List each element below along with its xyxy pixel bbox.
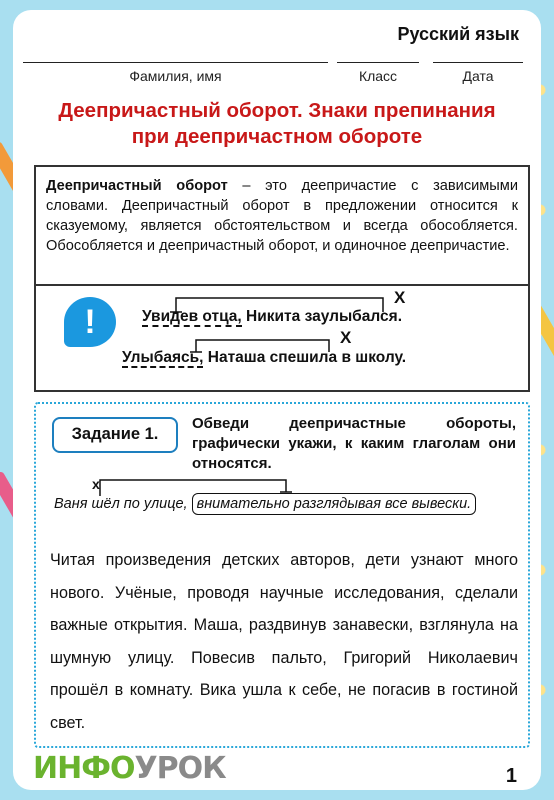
sample-sentence (54, 496, 476, 512)
title-line-2: при деепричастном обороте (131, 125, 423, 148)
logo-part-1: ИНФО (33, 751, 135, 786)
name-label: Фамилия, имя (129, 68, 222, 84)
example-1-phrase: Увидев отца, (142, 308, 242, 325)
logo-part-2: УРОК (134, 751, 226, 786)
examples-box (34, 284, 530, 392)
example-1-x: Х (394, 288, 406, 307)
date-label: Дата (462, 68, 494, 84)
sample-start: Ваня шёл по улице, (54, 496, 188, 512)
sample-phrase-circled: внимательно разглядывая все вывески. (192, 493, 477, 515)
definition-box (34, 165, 530, 285)
title-line-1: Деепричастный оборот. Знаки препинания (58, 99, 496, 122)
example-1-rest: Никита заулыбался. (241, 308, 402, 325)
definition-term: Деепричастный оборот (46, 178, 228, 194)
class-line (337, 62, 419, 63)
sample-x: х (92, 476, 100, 492)
task-box (34, 402, 530, 748)
exclamation-icon: ! (64, 297, 116, 347)
example-2-x: Х (340, 328, 352, 347)
infourok-logo (33, 751, 226, 786)
example-1-link (176, 298, 383, 312)
task-label: Задание 1. (52, 417, 178, 453)
task-instruction: Обведи деепричастные обороты, графически укажи, к каким глаголам они относятся. (192, 415, 516, 472)
class-label: Класс (358, 68, 398, 84)
page-number: 1 (505, 765, 517, 787)
example-2-link (196, 340, 329, 352)
worksheet-page (13, 10, 541, 790)
example-2-rest: Наташа спешила в школу. (203, 349, 407, 366)
date-line (433, 62, 523, 63)
name-line (23, 62, 328, 63)
example-arrows (36, 286, 532, 394)
example-2-phrase: Улыбаясь, (122, 349, 204, 366)
definition-text: – это деепричастие с зависимыми словами. Деепричастный оборот в предложении относится к сказуемому, является обстоятельством и всегда обособляется. Обособляется и деепричастный оборот, и одиночное деепричастие. (46, 178, 518, 254)
page-title (13, 98, 541, 150)
exercise-text: Читая произведения детских авторов, дети узнают много нового. Учёные, проводя научные исследования, сделали важные открытия. Маша, раздвинув занавески, взглянула на шумную улицу. Повесив пальто, Григорий Николаевич прошёл в комнату. Вика ушла к себе, не погасив в гостиной свет. (50, 551, 518, 732)
subject-title: Русский язык (397, 24, 519, 44)
